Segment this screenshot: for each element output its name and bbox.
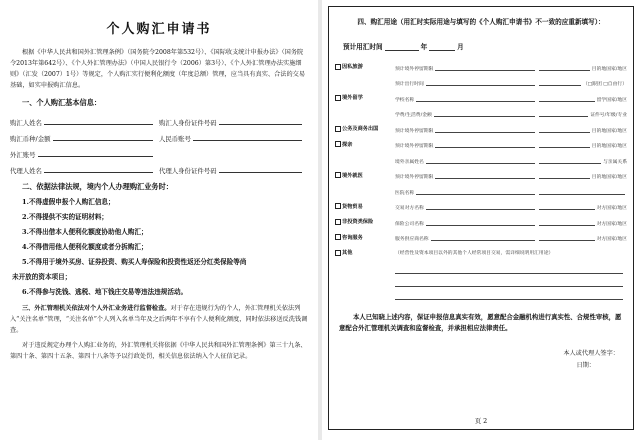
purpose-field-label: 预计境外停留期限 [395,66,434,72]
purpose-row [335,59,627,75]
field-row-agent [10,159,308,175]
rule-item: 6.不得参与洗钱、逃税、地下钱庄交易等违法违规活动。 [22,288,188,296]
rule-item: 5.不得用于境外买房、证券投资、购买人寿保险和投资性返还分红类保险等尚 [22,258,247,266]
purpose-category-label: 境外就医 [342,172,363,179]
other-line[interactable] [395,287,623,300]
field-row-name [10,111,308,127]
other-line[interactable] [395,274,623,287]
checkbox-other[interactable] [335,250,341,256]
purpose-field-input[interactable] [539,132,590,133]
purpose-field-input[interactable] [539,194,625,195]
purpose-field-input[interactable] [435,132,535,133]
purpose-field-input[interactable] [426,209,535,210]
other-line[interactable] [395,261,623,274]
intro-paragraph: 根据《中华人民共和国外汇管理条例》（国务院令2008年第532号）、《国际收支统计申报办法》（国务院令2013年第642号）、《个人外汇管理办法》（中国人民银行令（2006）第3号）、《个人外汇管理办法实施细则》（汇发（2007）1号）等规定，个人购汇实行便利化额度（年度总额）管理，应当具有真实、合法的交易基础，如实申报购汇信息。 [10,49,306,89]
signature-block [335,348,619,372]
purpose-field-label: 境外亲属姓名 [395,159,424,165]
purpose-row [335,168,627,184]
purpose-field-input[interactable] [435,147,535,148]
purpose-row [335,199,627,215]
purpose-field-input[interactable] [434,116,535,117]
left-page [0,0,318,440]
purpose-row-other [335,245,627,261]
field-row-fx-account [10,143,308,159]
applicant-name-field[interactable] [44,123,153,125]
purpose-field-input[interactable] [539,209,595,210]
purpose-checkbox[interactable] [335,172,341,178]
purpose-field-label: 预计境外停留期限 [395,128,434,134]
purpose-field-label: 学费/生活费/金额 [395,113,432,119]
purpose-field-input[interactable] [539,101,595,102]
purpose-field-input[interactable] [539,147,590,148]
fx-account-label: 外汇账号 [10,151,36,159]
purpose-field-input[interactable] [539,163,601,164]
year-label: 年 [420,43,428,51]
month-label: 月 [457,43,464,51]
other-label: 其他 [342,250,353,257]
purpose-field-input[interactable] [539,240,595,241]
currency-amount-label: 购汇币种/金额 [10,135,51,143]
purpose-checkbox[interactable] [335,234,341,240]
purpose-field-label: 学校名称 [395,97,415,103]
purpose-category-label: 境外留学 [342,95,363,102]
date-label: 日期： [576,361,595,369]
section3-paragraph [10,303,308,336]
applicant-id-field[interactable] [219,123,302,125]
rmb-account-field[interactable] [193,139,302,141]
purpose-category-label: 探亲 [342,141,353,148]
purpose-row [335,121,627,137]
section2-title: 二、依据法律法规，境内个人办理购汇业务时： [22,182,173,191]
purpose-row [335,230,627,246]
section3-text: 对于存在违规行为的个人，外汇管理机关依法列入“关注名单”管理，“关注名单”个人列入名单当年及之后两年不享有个人便利化额度，同时依法移送反洗钱调查。 [10,305,308,334]
purpose-field-label: 对方国家/地区 [596,237,627,243]
purpose-field-label: （□跟团 □自由行） [582,82,627,88]
declaration: 本人已知晓上述内容，保证申报信息真实有效，愿意配合金融机构进行真实性、合规性审核，愿意配合外汇管理机关调查和监督检查，并承担相应法律责任。 [339,312,622,332]
expected-time-label: 预计用汇时间 [343,43,383,51]
purpose-field-label: 对方国家/地区 [596,206,627,212]
purpose-field-label: 目的地国家/地区 [591,144,627,150]
currency-amount-field[interactable] [53,139,154,141]
purpose-field-input[interactable] [426,163,535,164]
purpose-field-input[interactable] [539,178,590,179]
right-page [322,0,640,440]
purpose-field-label: 预计境外停留期限 [395,144,434,150]
rule-item: 3.不得出借本人便利化额度协助他人购汇； [22,228,148,236]
purpose-field-label: 目的地国家/地区 [591,175,627,181]
purpose-field-input[interactable] [539,116,588,117]
agent-name-label: 代理人姓名 [10,167,42,175]
purpose-checkbox[interactable] [335,64,341,70]
purpose-list [335,59,627,245]
applicant-id-label: 购汇人身份证件号码 [159,119,217,127]
purpose-field-label: 服务供应商名称 [395,237,429,243]
purpose-field-label: 医院名称 [395,190,415,196]
field-row-currency [10,127,308,143]
purpose-row [335,152,627,168]
purpose-field-input[interactable] [416,101,535,102]
rmb-account-label: 人民币账号 [159,135,191,143]
purpose-row [335,214,627,230]
expected-time-row [343,37,627,51]
purpose-checkbox[interactable] [335,219,341,225]
purpose-row [335,137,627,153]
purpose-field-input[interactable] [426,225,535,226]
purpose-frame [328,6,634,430]
purpose-field-input[interactable] [431,240,535,241]
purpose-field-input[interactable] [416,194,535,195]
purpose-checkbox[interactable] [335,126,341,132]
rule-item: 4.不得借用他人便利化额度或者分拆购汇； [22,243,148,251]
purpose-field-input[interactable] [539,85,581,86]
purpose-row [335,106,627,122]
purpose-field-input[interactable] [539,70,590,71]
rule-item: 1.不得虚假申报个人购汇信息； [22,198,115,206]
purpose-category-label: 货物贸易 [342,203,363,210]
month-field[interactable] [429,42,455,51]
purpose-field-label: 目的地国家/地区 [591,66,627,72]
agent-id-field[interactable] [219,171,302,173]
purpose-field-label: 预计出行时间 [395,82,424,88]
rule-item: 2.不得提供不实的证明材料； [22,213,109,221]
purpose-title: 四、购汇用途（用汇时实际用途与填写的《个人购汇申请书》不一致的应重新填写）： [357,18,605,26]
purpose-field-label: 预计境外停留期限 [395,175,434,181]
purpose-field-input[interactable] [539,225,595,226]
purpose-field-label: 留学国家/地区 [596,97,627,103]
section3-heading: 三、外汇管理机关依法对个人外汇业务进行监督检查。 [22,305,171,312]
page-number: 页 2 [474,417,488,425]
applicant-name-label: 购汇人姓名 [10,119,42,127]
agent-name-field[interactable] [44,171,153,173]
rule-item-continued: 未开放的资本项目； [12,273,72,281]
purpose-field-label: 目的地国家/地区 [591,128,627,134]
year-field[interactable] [385,42,419,51]
purpose-category-label: 咨询服务 [342,234,363,241]
purpose-field-input[interactable] [435,70,535,71]
purpose-checkbox[interactable] [335,141,341,147]
purpose-field-label: 对方国家/地区 [596,221,627,227]
purpose-field-label: 交易对方名称 [395,206,424,212]
purpose-row [335,75,627,91]
purpose-category-label: 非投资类保险 [342,219,374,226]
form-title: 个人购汇申请书 [106,22,212,37]
purpose-field-label: 保险公司名称 [395,221,424,227]
fx-account-field[interactable] [38,155,153,157]
purpose-checkbox[interactable] [335,203,341,209]
section1-title: 一、个人购汇基本信息： [22,98,102,107]
purpose-field-input[interactable] [426,85,535,86]
purpose-field-label: 证件号/年级/专业 [590,113,627,119]
purpose-category-label: 公务及商务出国 [342,126,379,133]
signature-label: 本人或代理人签字： [563,349,619,357]
section4-paragraph: 对于违反规定办理个人购汇业务的，外汇管理机关将依据《中华人民共和国外汇管理条例》第三十九条、第四十条、第四十五条、第四十八条等予以行政处罚，相关信息依法纳入个人征信记录。 [10,342,307,360]
purpose-field-label: 与亲属关系 [603,159,627,165]
agent-id-label: 代理人身份证件号码 [159,167,217,175]
purpose-field-input[interactable] [435,178,535,179]
purpose-row [335,183,627,199]
purpose-category-label: 因私旅游 [342,64,363,71]
purpose-row [335,90,627,106]
purpose-checkbox[interactable] [335,95,341,101]
other-note: （经营性及资本项目以外的其他个人经常项目交易，需详细说明用汇用途） [395,251,554,257]
